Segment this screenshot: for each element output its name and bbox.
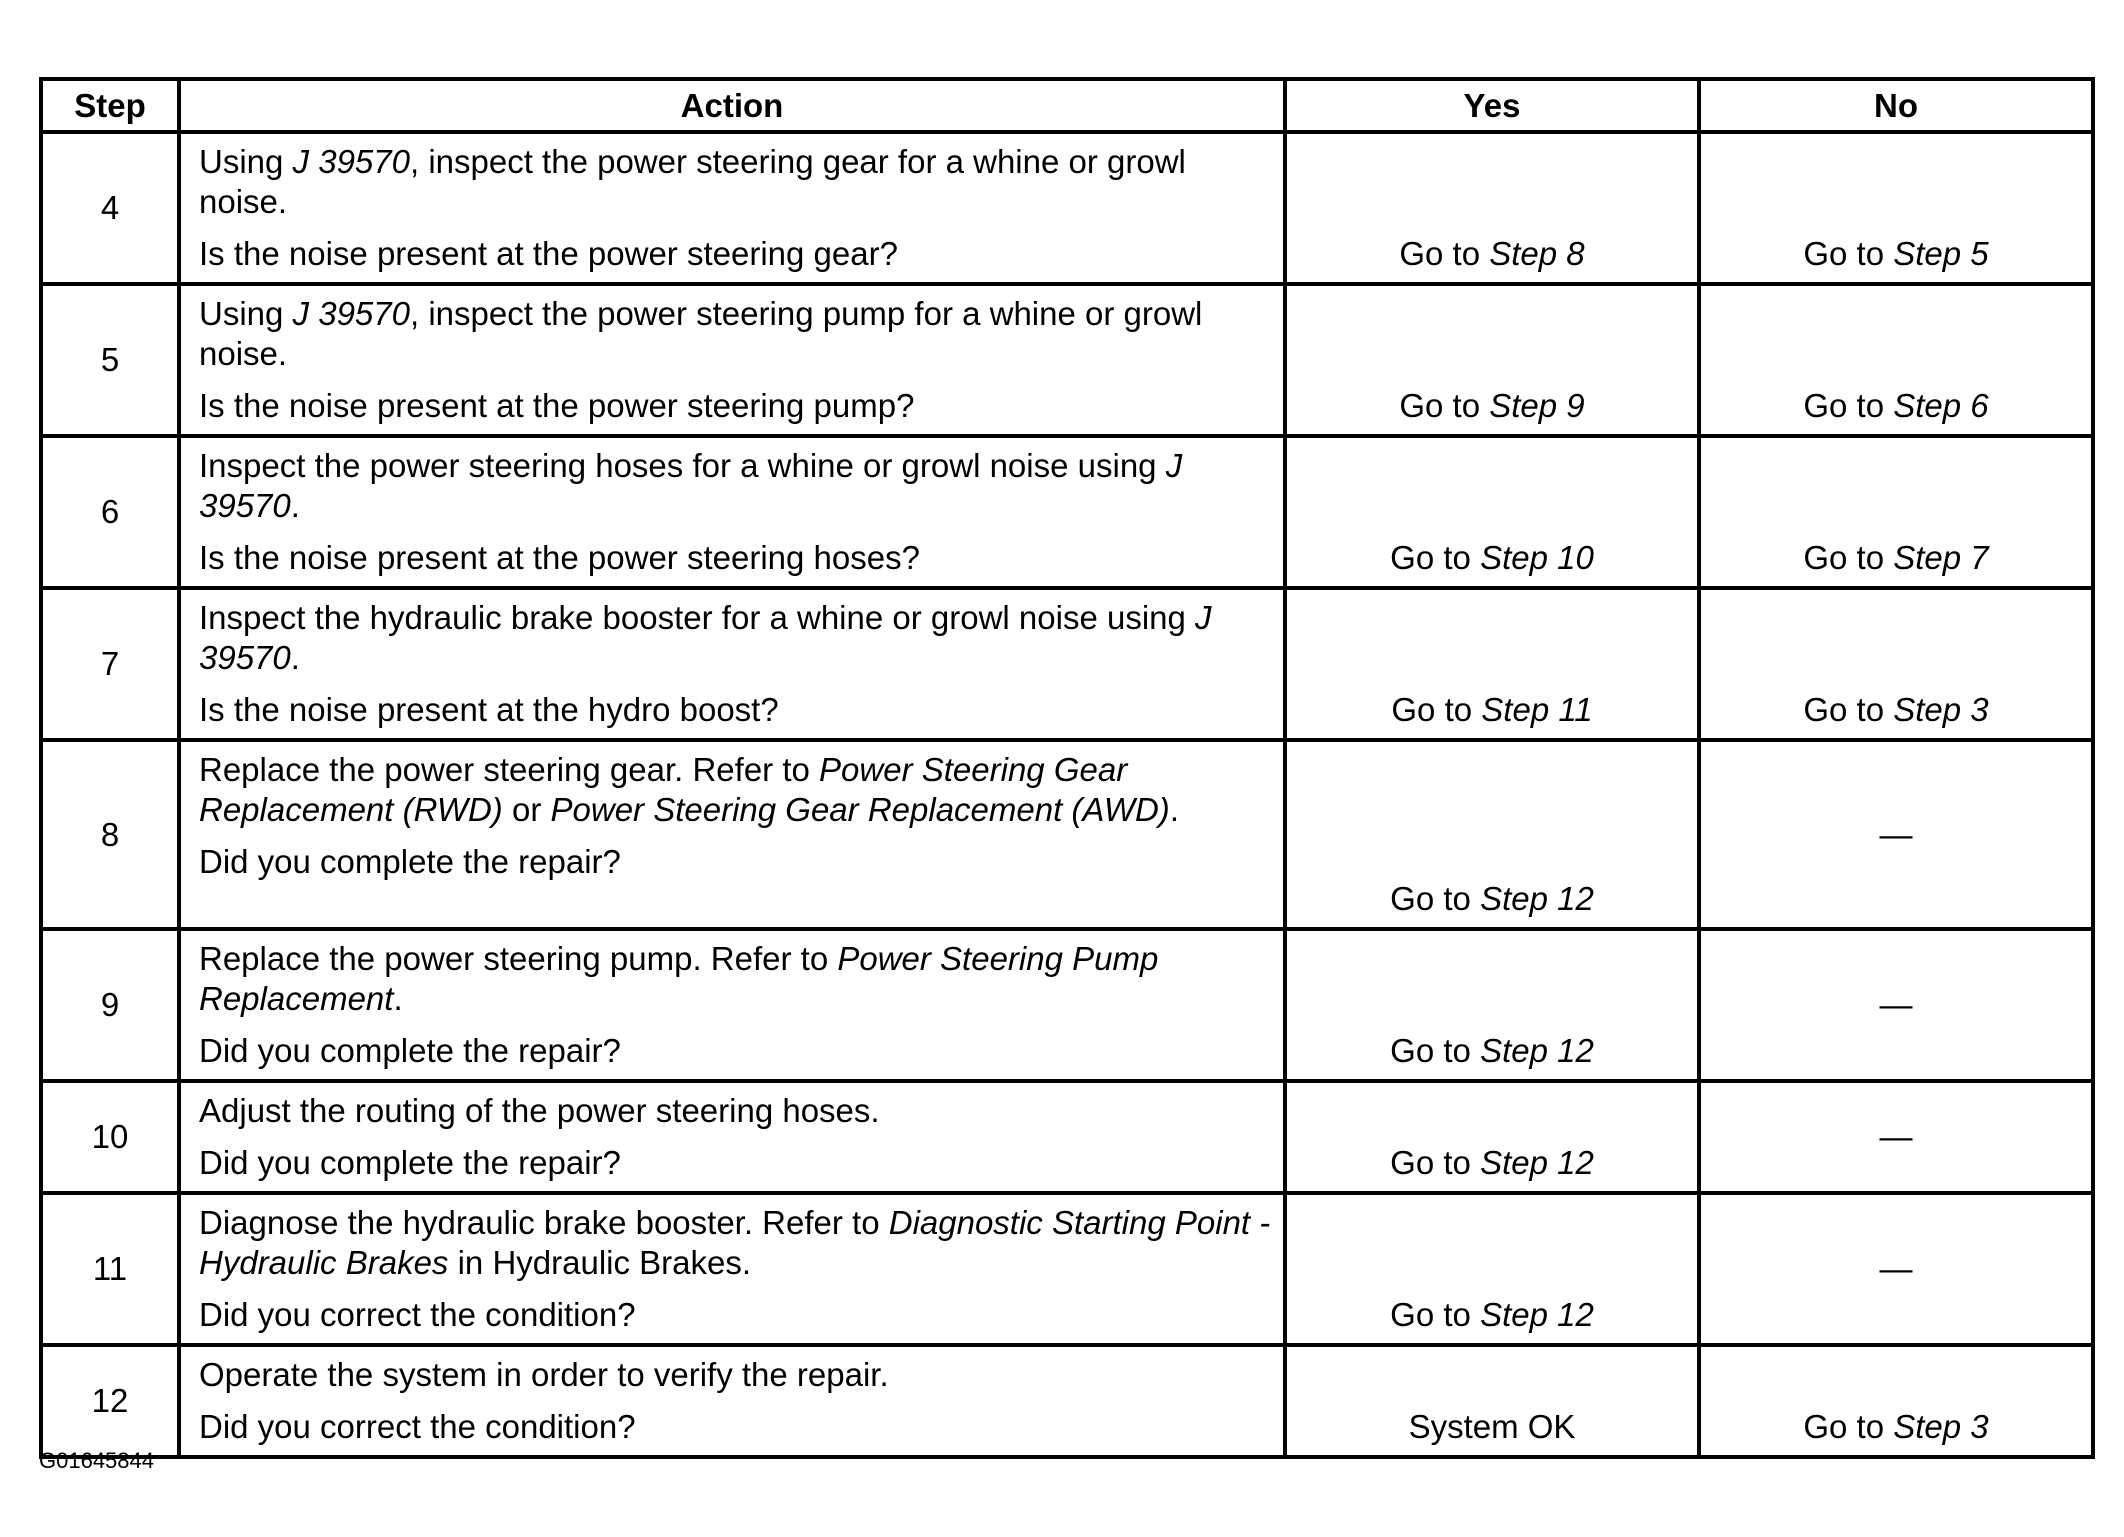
result-text: System OK [1408, 1408, 1576, 1445]
no-result [1699, 1081, 2093, 1193]
question-text: Did you complete the repair? [199, 1032, 621, 1069]
step-reference: Step 11 [1481, 691, 1593, 728]
step-reference: Step 12 [1480, 1144, 1594, 1181]
step-reference: Step 7 [1893, 539, 1989, 576]
question-text: Is the noise present at the power steering gear? [199, 235, 898, 272]
step-number: 12 [41, 1345, 179, 1457]
action-cell [179, 1081, 1285, 1193]
action-cell [179, 284, 1285, 436]
step-reference: Step 5 [1893, 235, 1989, 272]
action-text [199, 750, 1271, 830]
result-text: Go to [1803, 691, 1894, 728]
reference-text: J 39570 [292, 295, 410, 332]
table-row [41, 740, 2093, 929]
action-text [199, 1203, 1271, 1283]
step-reference: Step 12 [1480, 880, 1594, 917]
header-yes: Yes [1285, 79, 1699, 132]
result-text: — [1879, 1118, 1913, 1155]
table-row [41, 132, 2093, 284]
action-cell [179, 1345, 1285, 1457]
result-text: Go to [1391, 691, 1482, 728]
result-text: Go to [1390, 539, 1481, 576]
no-result [1699, 1345, 2093, 1457]
question-text: Did you correct the condition? [199, 1296, 636, 1333]
result-text: Go to [1390, 1144, 1481, 1181]
reference-text: Power Steering Pump Replacement [199, 940, 1159, 1017]
reference-text: J 39570 [292, 143, 410, 180]
step-reference: Step 8 [1489, 235, 1585, 272]
table-row [41, 436, 2093, 588]
table-row [41, 284, 2093, 436]
question-text: Is the noise present at the power steering hoses? [199, 539, 920, 576]
action-segment: or [502, 791, 551, 828]
question-text: Did you complete the repair? [199, 843, 621, 880]
action-cell [179, 436, 1285, 588]
no-result [1699, 740, 2093, 929]
yes-result [1285, 1193, 1699, 1345]
action-segment: Inspect the power steering hoses for a whine or growl noise using [199, 447, 1166, 484]
action-text [199, 446, 1271, 526]
reference-text: Power Steering Gear Replacement (AWD) [550, 791, 1170, 828]
action-cell [179, 929, 1285, 1081]
result-text: Go to [1803, 1408, 1894, 1445]
yes-result [1285, 1345, 1699, 1457]
yes-result [1285, 1081, 1699, 1193]
step-reference: Step 3 [1893, 1408, 1989, 1445]
action-cell [179, 740, 1285, 929]
result-text: — [1879, 1250, 1913, 1287]
header-step: Step [41, 79, 179, 132]
action-text [199, 939, 1271, 1019]
action-segment: Adjust the routing of the power steering hoses. [199, 1092, 880, 1129]
no-result [1699, 284, 2093, 436]
result-text: Go to [1803, 539, 1894, 576]
result-text: Go to [1399, 235, 1490, 272]
step-number: 11 [41, 1193, 179, 1345]
action-segment: . [1169, 791, 1179, 828]
step-reference: Step 12 [1480, 1296, 1594, 1333]
result-text: Go to [1803, 387, 1894, 424]
action-cell [179, 1193, 1285, 1345]
result-text: — [1879, 986, 1913, 1023]
yes-result [1285, 929, 1699, 1081]
question-text: Is the noise present at the power steering pump? [199, 387, 915, 424]
action-segment: Using [199, 143, 293, 180]
table-row [41, 1193, 2093, 1345]
action-segment: Replace the power steering gear. Refer to [199, 751, 820, 788]
step-number: 8 [41, 740, 179, 929]
no-result [1699, 436, 2093, 588]
diagnostic-table [39, 77, 2095, 1459]
header-no: No [1699, 79, 2093, 132]
action-text [199, 598, 1271, 678]
action-text [199, 294, 1271, 374]
result-text: Go to [1803, 235, 1894, 272]
table-row [41, 1081, 2093, 1193]
action-segment: . [290, 639, 300, 676]
question-text: Did you complete the repair? [199, 1144, 621, 1181]
action-segment: Replace the power steering pump. Refer to [199, 940, 838, 977]
action-text [199, 142, 1271, 222]
reference-text: J 39570 [199, 447, 1183, 524]
step-number: 9 [41, 929, 179, 1081]
action-segment: Inspect the hydraulic brake booster for a whine or growl noise using [199, 599, 1196, 636]
action-segment: Diagnose the hydraulic brake booster. Refer to [199, 1204, 889, 1241]
reference-text: Diagnostic Starting Point - Hydraulic Brakes [199, 1204, 1271, 1281]
no-result [1699, 929, 2093, 1081]
action-segment: Using [199, 295, 293, 332]
step-reference: Step 10 [1480, 539, 1594, 576]
no-result [1699, 588, 2093, 740]
reference-text: Power Steering Gear Replacement (RWD) [199, 751, 1128, 828]
table-row [41, 1345, 2093, 1457]
question-text: Did you correct the condition? [199, 1408, 636, 1445]
action-segment: . [393, 980, 403, 1017]
action-cell [179, 588, 1285, 740]
result-text: Go to [1390, 880, 1481, 917]
step-number: 10 [41, 1081, 179, 1193]
step-reference: Step 12 [1480, 1032, 1594, 1069]
action-cell [179, 132, 1285, 284]
step-number: 5 [41, 284, 179, 436]
table-body [41, 132, 2093, 1457]
yes-result [1285, 588, 1699, 740]
yes-result [1285, 284, 1699, 436]
reference-text: J 39570 [199, 599, 1212, 676]
action-segment: Operate the system in order to verify the repair. [199, 1356, 889, 1393]
step-number: 4 [41, 132, 179, 284]
yes-result [1285, 436, 1699, 588]
step-number: 7 [41, 588, 179, 740]
no-result [1699, 132, 2093, 284]
action-text [199, 1355, 1271, 1395]
action-segment: in Hydraulic Brakes. [448, 1244, 752, 1281]
action-segment: , inspect the power steering gear for a whine or growl noise. [199, 143, 1186, 220]
table-row [41, 588, 2093, 740]
action-segment: . [290, 487, 300, 524]
result-text: — [1879, 815, 1913, 853]
result-text: Go to [1390, 1032, 1481, 1069]
step-number: 6 [41, 436, 179, 588]
yes-result [1285, 740, 1699, 929]
table-row [41, 929, 2093, 1081]
action-segment: , inspect the power steering pump for a whine or growl noise. [199, 295, 1203, 372]
step-reference: Step 9 [1489, 387, 1585, 424]
header-row [41, 79, 2093, 132]
step-reference: Step 3 [1893, 691, 1989, 728]
header-action: Action [179, 79, 1285, 132]
question-text: Is the noise present at the hydro boost? [199, 691, 779, 728]
figure-id: G01645844 [39, 1448, 154, 1473]
no-result [1699, 1193, 2093, 1345]
yes-result [1285, 132, 1699, 284]
result-text: Go to [1390, 1296, 1481, 1333]
action-text [199, 1091, 1271, 1131]
result-text: Go to [1399, 387, 1490, 424]
step-reference: Step 6 [1893, 387, 1989, 424]
